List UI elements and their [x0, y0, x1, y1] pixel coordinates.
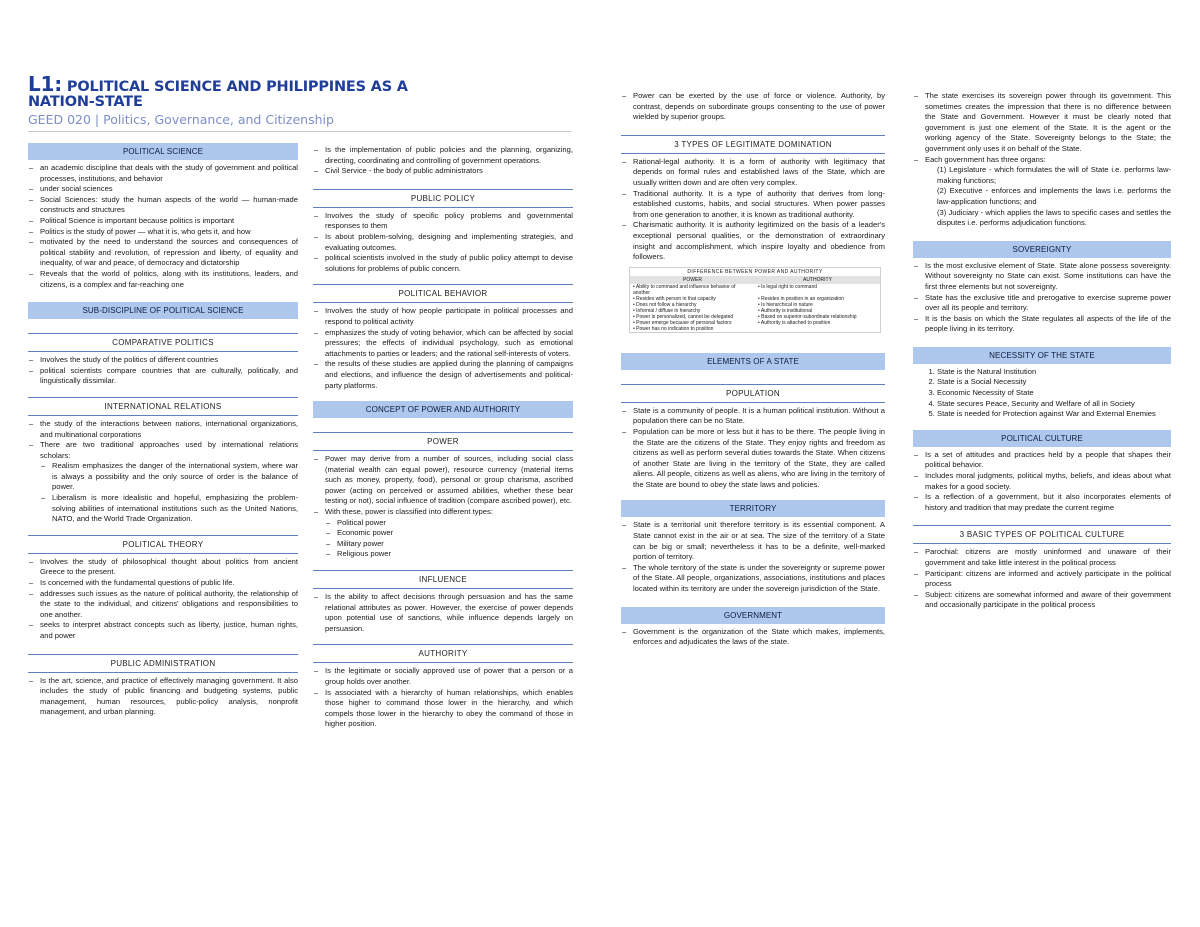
- list-item: – State has the exclusive title and prerogative to exercise supreme power over all its people and territory.: [913, 293, 1171, 314]
- column-2: [313, 145, 573, 730]
- list-item: – Traditional authority. It is a type of authority that derives from long-established customs, habits, and social structures. When power passes from one generation to another, it is known as traditional authority.: [621, 189, 885, 221]
- power-list-continued: [621, 91, 885, 123]
- list-item: 3. Economic Necessity of State: [937, 388, 1171, 399]
- list-item: – It is the basis on which the State regulates all aspects of the life of the people living in its territory.: [913, 314, 1171, 335]
- document-title: [28, 72, 571, 110]
- public-policy-list: [313, 211, 573, 275]
- table-row: [630, 326, 880, 332]
- government-heading: GOVERNMENT: [621, 607, 885, 624]
- political-culture-list: [913, 450, 1171, 514]
- sub-list-item: – Realism emphasizes the danger of the international system, where war is always a possibility and the only source of order is the balance of power.: [40, 461, 298, 493]
- list-item: – Is a reflection of a government, but it also incorporates elements of history and tradition that may predate the current regime: [913, 492, 1171, 513]
- column-header-authority: AUTHORITY: [803, 276, 832, 283]
- political-culture-heading: POLITICAL CULTURE: [913, 430, 1171, 447]
- culture-types-heading: 3 BASIC TYPES OF POLITICAL CULTURE: [913, 525, 1171, 544]
- table-cell: • Authority is institutional: [758, 307, 812, 314]
- list-item: – emphasizes the study of voting behavior, which can be affected by social pressures; the effects of individual psychology, such as emotional attachments to parties or leaders; and the rational self-interests of voters.: [313, 328, 573, 360]
- sovereignty-list: [913, 261, 1171, 335]
- column-header-power: POWER: [683, 276, 702, 283]
- title-line-2: NATION-STATE: [28, 94, 143, 110]
- list-item: – political scientists compare countries that are culturally, politically, and linguistically dissimilar.: [28, 366, 298, 387]
- list-item: – Politics is the study of power — what it is, who gets it, and how: [28, 227, 298, 238]
- column-1: [28, 143, 298, 718]
- table-cell: • Power emerge because of personal factors: [633, 319, 732, 326]
- list-item: – Is the legitimate or socially approved use of power that a person or a group holds over another.: [313, 666, 573, 687]
- influence-list: [313, 592, 573, 634]
- table-cell: • Informal / diffuse in hierarchy: [633, 307, 701, 314]
- comparative-politics-list: [28, 355, 298, 387]
- list-item: – seeks to interpret abstract concepts such as liberty, justice, human rights, and power: [28, 620, 298, 641]
- table-cell: • Ability to command and influence behavior of another: [633, 283, 736, 296]
- list-item: – Reveals that the world of politics, along with its institutions, leaders, and citizens, is a complex and far-reaching one: [28, 269, 298, 290]
- power-authority-heading: CONCEPT OF POWER AND AUTHORITY: [313, 401, 573, 418]
- political-behavior-list: [313, 306, 573, 391]
- table-cell: [755, 326, 880, 332]
- elements-heading: ELEMENTS OF A STATE: [621, 353, 885, 370]
- list-item: – Political Science is important because politics is important: [28, 216, 298, 227]
- list-item: – the results of these studies are applied during the planning of campaigns and elections, and influence the design of advertisements and political-party platforms.: [313, 359, 573, 391]
- list-item: – Is about problem-solving, designing and implementing strategies, and evaluating outcomes.: [313, 232, 573, 253]
- culture-types-list: [913, 547, 1171, 611]
- necessity-heading: NECESSITY OF THE STATE: [913, 347, 1171, 364]
- list-item: – Government is the organization of the State which makes, implements, enforces and adjudicates the laws of the state.: [621, 627, 885, 648]
- list-item: [913, 155, 1171, 229]
- public-policy-heading: PUBLIC POLICY: [313, 189, 573, 208]
- list-item: – Is concerned with the fundamental questions of public life.: [28, 578, 298, 589]
- table-header: [630, 276, 880, 284]
- table-cell: • Resides with person in that capacity: [633, 295, 716, 302]
- table-cell: • Based on superior-subordinate relationship: [758, 313, 857, 320]
- column-4: [913, 91, 1171, 611]
- list-item-text: Each government has three organs:: [925, 154, 1046, 164]
- list-item: – State is a community of people. It is a human political institution. Without a population there can be no State.: [621, 406, 885, 427]
- sub-list-item: – Military power: [325, 539, 573, 550]
- territory-list: [621, 520, 885, 594]
- list-item: – Power can be exerted by the use of force or violence. Authority, by contrast, depends on subordinate groups consenting to the use of power wielded by superior groups.: [621, 91, 885, 123]
- table-cell: • Does not follow a hierarchy: [633, 301, 697, 308]
- list-item: – Is the art, science, and practice of effectively managing government. It also includes the study of public financing and budgeting systems, public management, human resources, public-policy analysis, nonprofit management, and urban planning.: [28, 676, 298, 718]
- list-item: – addresses such issues as the nature of political authority, the relationship of the state to the individual, and citizens' obligations and responsibilities to one another.: [28, 589, 298, 621]
- government-list-continued: [913, 91, 1171, 229]
- list-item: – under social sciences: [28, 184, 298, 195]
- table-cell: • Is hierarchical in nature: [758, 301, 813, 308]
- list-item: [28, 440, 298, 525]
- list-item: – Involves the study of philosophical thought about politics from ancient Greece to the present.: [28, 557, 298, 578]
- government-organ: (2) Executive - enforces and implements the laws i.e. performs the law-application functions; and: [937, 186, 1171, 206]
- document-subtitle: GEED 020 | Politics, Governance, and Citizenship: [28, 112, 571, 132]
- list-item-text: There are two traditional approaches used by international relations scholars:: [40, 440, 298, 460]
- list-item: – political scientists involved in the study of public policy attempt to devise solutions for problems of public concern.: [313, 253, 573, 274]
- table-cell: • Power has no indication to position: [633, 325, 714, 332]
- legitimate-domination-heading: 3 TYPES OF LEGITIMATE DOMINATION: [621, 135, 885, 154]
- lesson-number: L1:: [28, 72, 63, 96]
- government-organ: (3) Judiciary - which applies the laws to specific cases and settles the disputes i.e. performs adjudication functions.: [937, 207, 1171, 228]
- sub-list-item: – Liberalism is more idealistic and hopeful, emphasizing the problem-solving abilities of international institutions such as the United Nations, NATO, and the World Trade Organization.: [40, 493, 298, 525]
- political-science-heading: POLITICAL SCIENCE: [28, 143, 298, 160]
- political-theory-heading: POLITICAL THEORY: [28, 535, 298, 554]
- list-item: 5. State is needed for Protection against War and External Enemies: [937, 409, 1171, 420]
- list-item: – Rational-legal authority. It is a form of authority with legitimacy that depends on formal rules and established laws of the State, which are usually written down and are often very complex.: [621, 157, 885, 189]
- population-heading: POPULATION: [621, 384, 885, 403]
- list-item: – Civil Service - the body of public administrators: [313, 166, 573, 177]
- list-item: – motivated by the need to understand the sources and consequences of political stability and revolution, of repression and liberty, of equality and inequality, of war and peace, of democracy and dictatorship: [28, 237, 298, 269]
- power-authority-table: [629, 267, 881, 333]
- power-heading: POWER: [313, 432, 573, 451]
- list-item: – Involves the study of the politics of different countries: [28, 355, 298, 366]
- influence-heading: INFLUENCE: [313, 570, 573, 589]
- list-item: – State is a territorial unit therefore territory is its essential component. A State cannot exist in the air or at sea. The size of the territory of a State can be big or small; nevertheless it has to be a definite, well-marked portion of territory.: [621, 520, 885, 562]
- list-item: – Social Sciences: study the human aspects of the world — human-made constructs and structures: [28, 195, 298, 216]
- sub-list-item: – Political power: [325, 518, 573, 529]
- sub-list-item: – Religious power: [325, 549, 573, 560]
- authority-list: [313, 666, 573, 730]
- list-item-text: With these, power is classified into different types:: [325, 507, 493, 517]
- approaches-sublist: [40, 461, 298, 525]
- list-item: – the study of the interactions between nations, international organizations, and multinational corporations: [28, 419, 298, 440]
- government-list: [621, 627, 885, 648]
- list-item: – Charismatic authority. It is authority legitimized on the basis of a leader's exceptional personal qualities, or the demonstration of extraordinary insight and accomplishment, which inspire loyalty and obedience from followers.: [621, 220, 885, 262]
- list-item: – Involves the study of specific policy problems and governmental responses to them: [313, 211, 573, 232]
- list-item: – Subject: citizens are somewhat informed and aware of their government and occasionally participate in the political process: [913, 590, 1171, 611]
- list-item: – Population can be more or less but it has to be there. The people living in the State are the citizens of the State. They enjoy rights and freedom as citizens as well as perform several duties towards the State. When citizens of another State are living in the territory of the State, they are called aliens. All people, citizens as well as aliens, who are living in the territory of the State are bound to obey the state laws and policies.: [621, 427, 885, 491]
- sub-list-item: – Economic power: [325, 528, 573, 539]
- list-item: – Includes moral judgments, political myths, beliefs, and ideas about what makes for a good society.: [913, 471, 1171, 492]
- political-theory-list: [28, 557, 298, 642]
- necessity-list: [937, 367, 1171, 420]
- list-item: [313, 507, 573, 560]
- table-cell: • Power is personalized, cannot be delegated: [633, 313, 734, 320]
- table-cell: • Is legal right to command: [758, 283, 817, 290]
- list-item: – Is a set of attitudes and practices held by a people that shapes their political behavior.: [913, 450, 1171, 471]
- government-organ: (1) Legislature - which formulates the will of State i.e. performs law-making functions;: [937, 165, 1171, 185]
- table-row: [630, 284, 880, 296]
- list-item: – Involves the study of how people participate in political processes and respond to political activity: [313, 306, 573, 327]
- list-item: – The whole territory of the state is under the sovereignty or supreme power of the State. All people, organizations, associations, institutions and places located within its territory are under the sovereign jurisdiction of the State.: [621, 563, 885, 595]
- column-3: [621, 91, 885, 648]
- list-item: – Is associated with a hierarchy of human relationships, which enables those higher to command those lower in the hierarchy, and which compels those lower in the hierarchy to obey the command of those in higher position.: [313, 688, 573, 730]
- public-administration-list: [28, 676, 298, 718]
- international-relations-list: [28, 419, 298, 525]
- list-item: – The state exercises its sovereign power through its government. This sometimes creates the impression that there is no difference between the State and Government. However it must be clearly noted that government is just one element of the State. It is the agent or the working agency of the State. Sovereignty belongs to the State; the government only uses it on behalf of the State.: [913, 91, 1171, 155]
- legitimate-domination-list: [621, 157, 885, 263]
- title-line-1: POLITICAL SCIENCE AND PHILIPPINES AS A: [66, 79, 408, 95]
- public-administration-heading: PUBLIC ADMINISTRATION: [28, 654, 298, 673]
- list-item: – Parochial: citizens are mostly uninformed and unaware of their government and take little interest in the political process: [913, 547, 1171, 568]
- table-title: DIFFERENCE BETWEEN POWER AND AUTHORITY: [687, 268, 823, 275]
- list-item: – Power may derive from a number of sources, including social class (material wealth can equal power), resource currency (material items such as money, property, food), personal or group charisma, ascribed power (acting on perceived or assumed abilities, whether these bear testing or not), social influence of tradition (compare ascribed power), etc.: [313, 454, 573, 507]
- sub-discipline-heading: SUB-DISCIPLINE OF POLITICAL SCIENCE: [28, 302, 298, 319]
- table-cell: • Resides in position in an organization: [758, 295, 844, 302]
- power-types-sublist: [325, 518, 573, 560]
- public-administration-list-continued: [313, 145, 573, 177]
- comparative-politics-heading: COMPARATIVE POLITICS: [28, 333, 298, 352]
- population-list: [621, 406, 885, 491]
- list-item: – Participant: citizens are informed and actively participate in the political process: [913, 569, 1171, 590]
- list-item: – an academic discipline that deals with the study of government and political processes, institutions, and behavior: [28, 163, 298, 184]
- list-item: 4. State secures Peace, Security and Welfare of all in Society: [937, 399, 1171, 410]
- power-list: [313, 454, 573, 560]
- document-header: [28, 72, 571, 132]
- list-item: – Is the implementation of public policies and the planning, organizing, directing, coordinating and controlling of government operations.: [313, 145, 573, 166]
- political-behavior-heading: POLITICAL BEHAVIOR: [313, 284, 573, 303]
- list-item: – Is the ability to affect decisions through persuasion and has the same relational attributes as power. However, the exercise of power depends upon potential use of sanctions, while influence depends largely on persuasion.: [313, 592, 573, 634]
- political-science-list: [28, 163, 298, 290]
- international-relations-heading: INTERNATIONAL RELATIONS: [28, 397, 298, 416]
- list-item: – Is the most exclusive element of State. State alone possess sovereignty. Without sovereignty no State can exist. Some institutions can have the first three elements but not sovereignty.: [913, 261, 1171, 293]
- list-item: 1. State is the Natural Institution: [937, 367, 1171, 378]
- authority-heading: AUTHORITY: [313, 644, 573, 663]
- territory-heading: TERRITORY: [621, 500, 885, 517]
- sovereignty-heading: SOVEREIGNTY: [913, 241, 1171, 258]
- table-cell: • Authority is attached to position: [758, 319, 831, 326]
- list-item: 2. State is a Social Necessity: [937, 377, 1171, 388]
